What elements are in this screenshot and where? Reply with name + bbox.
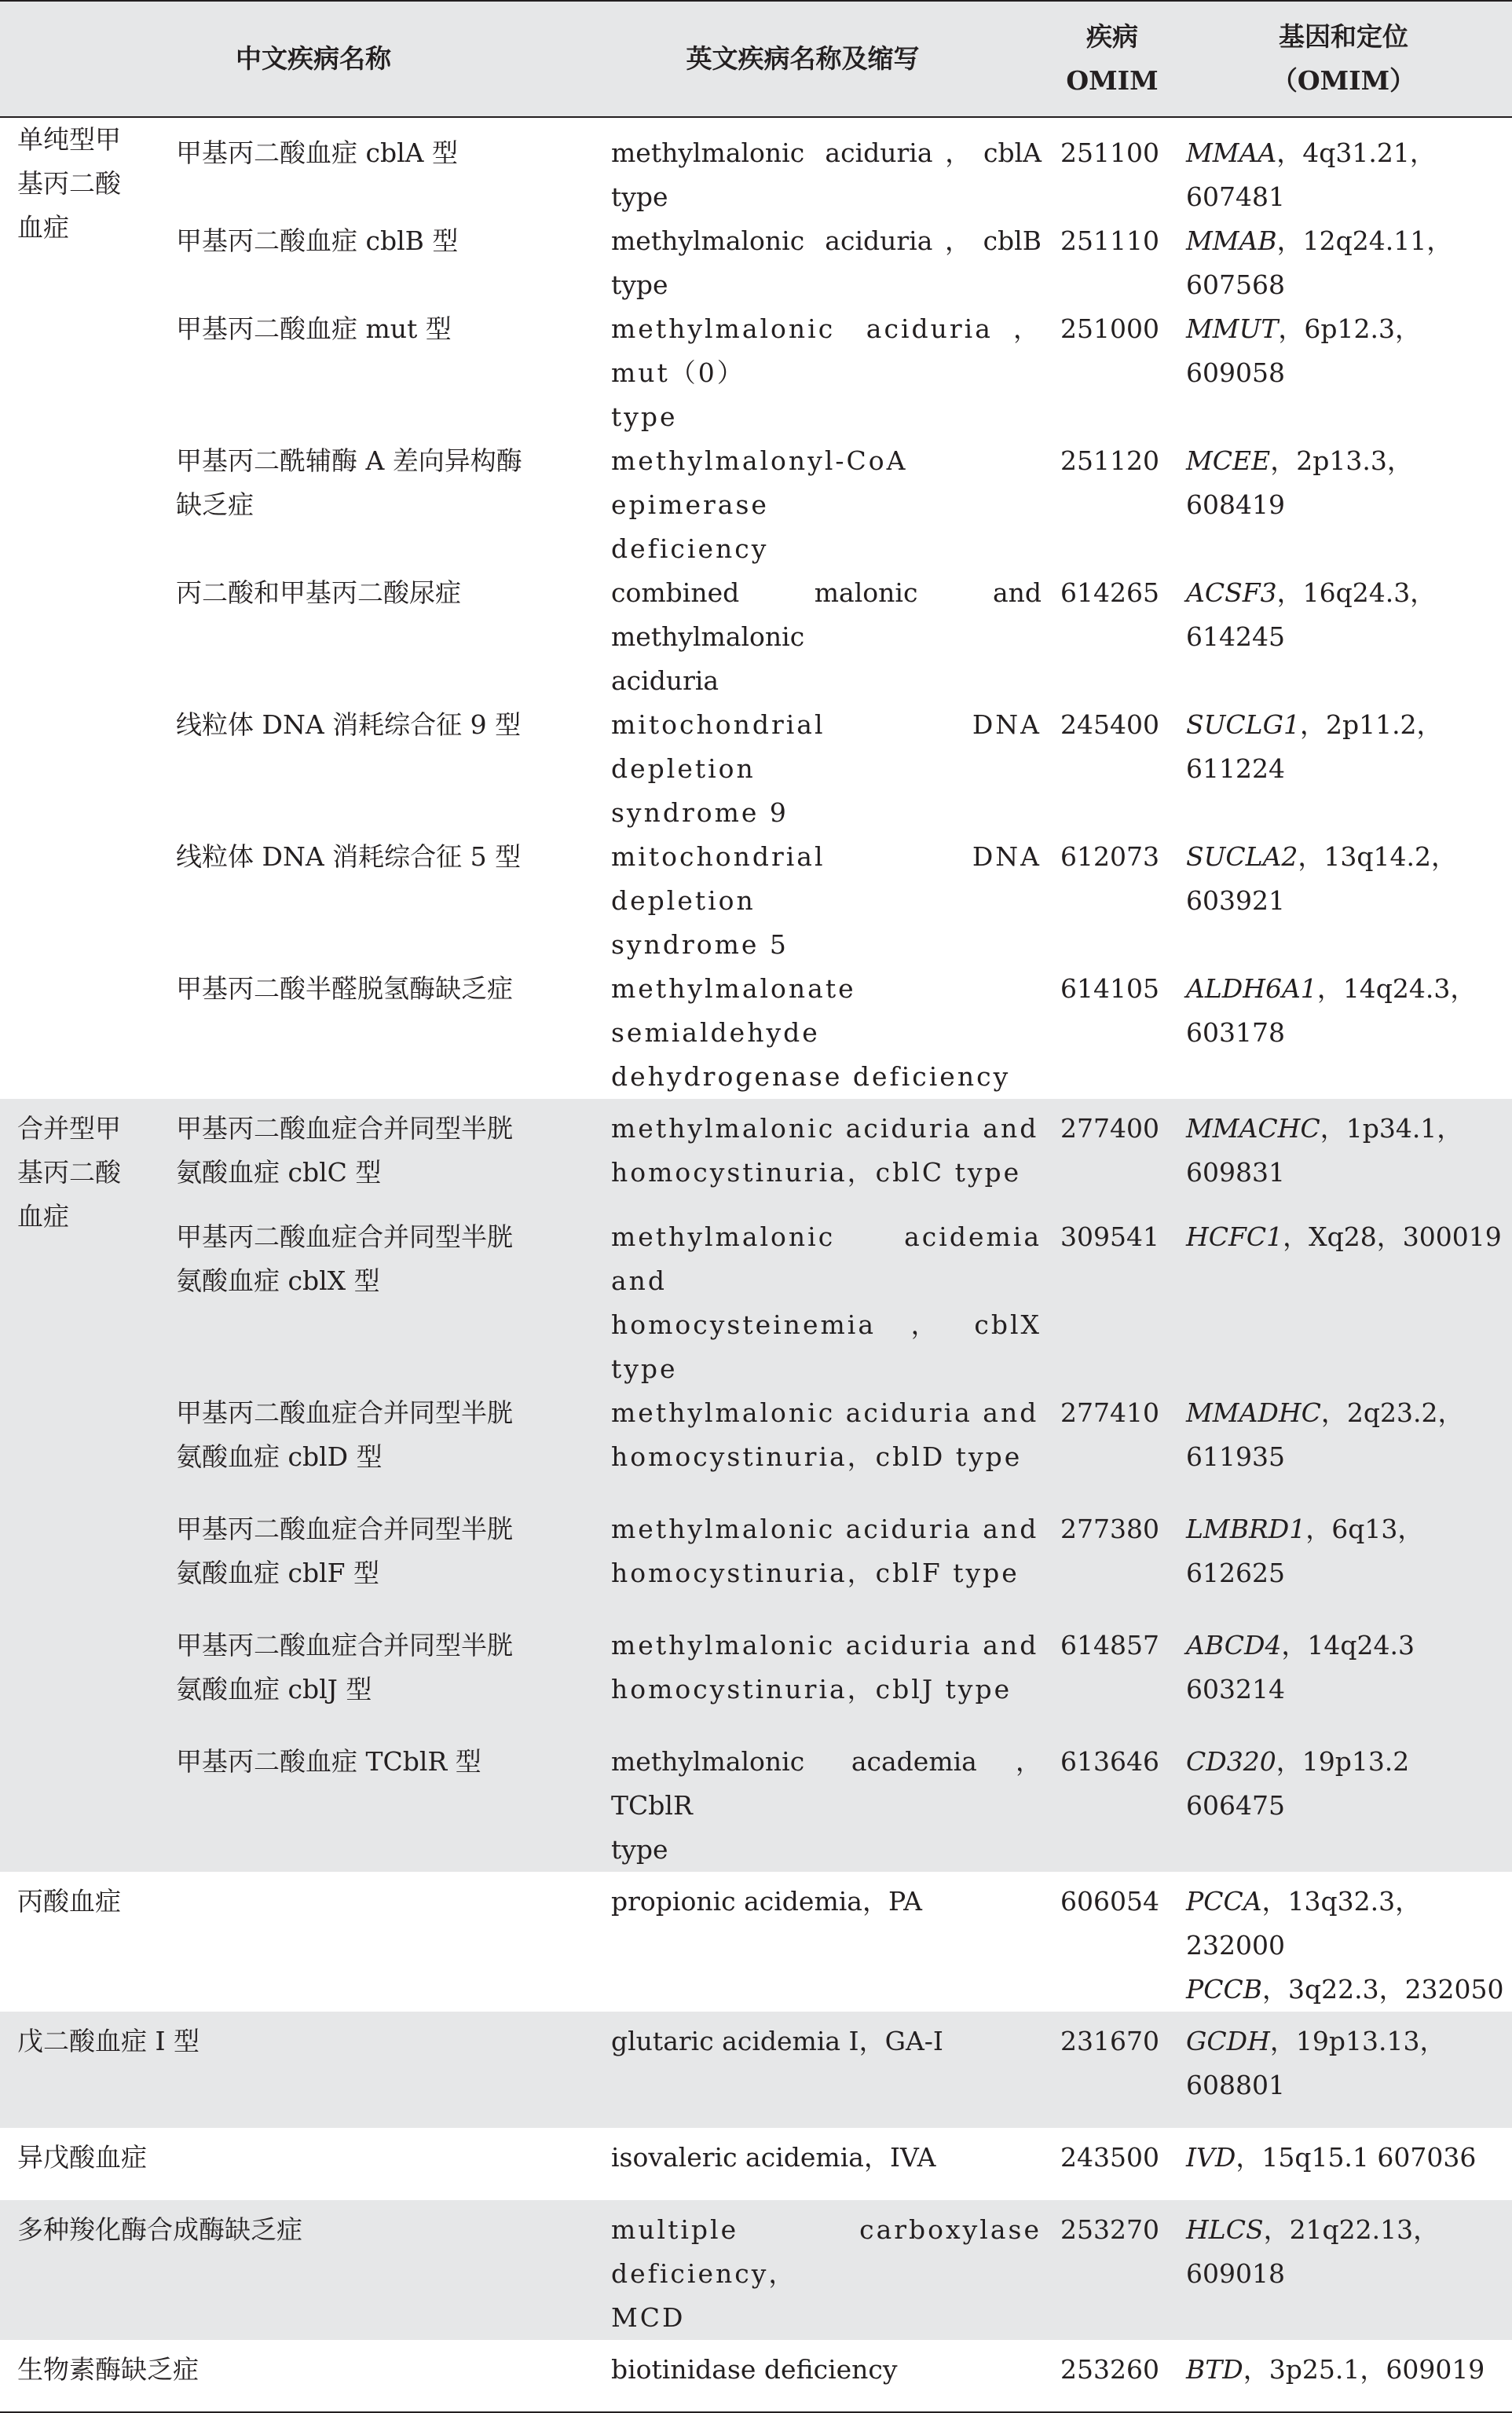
cn-name-cell: 线粒体 DNA 消耗综合征 5 型 [176,841,522,872]
table-row [0,1624,1512,1740]
gene-cell: MMAA，4q31.21，607481 [1186,137,1436,212]
cn-name-cell: 甲基丙二酸血症 cblA 型 [176,137,458,168]
cn-name-cell: 生物素酶缺乏症 [17,2354,199,2385]
omim-cell: 606054 [1060,1886,1159,1917]
cn-name-cell: 丙酸血症 [17,1886,121,1917]
omim-cell: 251110 [1060,225,1159,256]
table-row [0,117,1512,219]
omim-cell: 612073 [1060,841,1159,872]
header-gene-line1: 基因和定位 [1279,21,1408,52]
gene-cell: CD320，19p13.2 606475 [1186,1746,1410,1821]
en-name-cell: methylmalonic aciduria and homocystinuria，cblF type [611,1514,1039,1588]
omim-cell: 251120 [1060,445,1159,476]
en-name-cell: methylmalonic aciduria，cblA type [611,137,1042,212]
cn-name-cell: 甲基丙二酸半醛脱氢酶缺乏症 [176,973,513,1004]
cn-name-cell: 异戊酸血症 [17,2142,147,2173]
table-row [0,571,1512,703]
gene-cell: ACSF3，16q24.3，614245 [1186,577,1437,652]
group-combined-mma: 合并型甲 基丙二酸 血症 [17,1113,121,1232]
gene-cell: ABCD4，14q24.3 603214 [1186,1630,1415,1704]
omim-cell: 253270 [1060,2214,1159,2245]
en-name-cell: methylmalonic acidemia and homocysteinemia，cblX type [611,1221,1042,1384]
gene-cell: BTD，3p25.1，609019 [1186,2354,1485,2385]
header-en-name: 英文疾病名称及缩写 [686,43,920,74]
cn-name-cell: 甲基丙二酸血症 cblB 型 [176,225,459,256]
omim-cell: 277380 [1060,1514,1159,1544]
cn-name-cell: 甲基丙二酰辅酶 A 差向异构酶 缺乏症 [176,445,522,520]
omim-cell: 251100 [1060,137,1159,168]
header-cn-name: 中文疾病名称 [236,43,391,74]
omim-cell: 614105 [1060,973,1159,1004]
gene-cell: HLCS，21q22.13，609018 [1186,2214,1440,2289]
en-name-cell: methylmalonic aciduria and homocystinuria，cblJ type [611,1630,1039,1704]
en-name-cell: propionic acidemia，PA [611,1886,922,1917]
header-omim [1049,1,1175,117]
cn-name-cell: 甲基丙二酸血症 mut 型 [176,313,452,344]
table-row [0,2340,1512,2412]
header-gene-line2: （OMIM） [1271,65,1416,96]
gene-cell: MMADHC，2q23.2， 611935 [1186,1397,1464,1472]
gene-cell: ALDH6A1，14q24.3， 603178 [1186,973,1477,1048]
gene-cell: PCCA，13q32.3，232000 PCCB，3q22.3，232050 [1186,1886,1504,2005]
en-name-cell: methylmalonic aciduria and homocystinuria，cblC type [611,1113,1039,1188]
en-name-cell: mitochondrial DNA depletion syndrome 9 [611,709,1042,828]
cn-name-cell: 多种羧化酶合成酶缺乏症 [17,2214,302,2245]
omim-cell: 614265 [1060,577,1159,608]
table-row [0,1740,1512,1872]
table-row [0,307,1512,439]
omim-cell: 251000 [1060,313,1159,344]
header-omim-line1: 疾病 [1086,21,1138,52]
en-name-cell: isovaleric acidemia，IVA [611,2142,936,2173]
cn-name-cell: 丙二酸和甲基丙二酸尿症 [176,577,461,608]
gene-cell: MCEE，2p13.3，608419 [1186,445,1413,520]
table-row [0,1099,1512,1215]
en-name-cell: glutaric acidemia Ⅰ，GA-Ⅰ [611,2026,943,2056]
cn-name-cell: 戊二酸血症 Ⅰ 型 [17,2026,200,2056]
cn-name-cell: 甲基丙二酸血症 TCblR 型 [176,1746,481,1777]
gene-cell: MMUT，6p12.3，609058 [1186,313,1422,388]
cn-name-cell: 甲基丙二酸血症合并同型半胱 氨酸血症 cblX 型 [176,1221,513,1296]
omim-cell: 613646 [1060,1746,1159,1777]
omim-cell: 243500 [1060,2142,1159,2173]
table-row [0,2128,1512,2200]
en-name-cell: methylmalonic aciduria and homocystinuria，cblD type [611,1397,1039,1472]
gene-cell: GCDH，19p13.13， 608801 [1186,2026,1446,2100]
cn-name-cell: 线粒体 DNA 消耗综合征 9 型 [176,709,522,740]
en-name-cell: methylmalonate semialdehyde dehydrogenase deficiency [611,973,1011,1092]
table-row [0,703,1512,835]
en-name-cell: methylmalonic aciduria，cblB type [611,225,1042,300]
gene-cell: HCFC1，Xq28，300019 [1186,1221,1502,1252]
table-row [0,1215,1512,1391]
en-name-cell: mitochondrial DNA depletion syndrome 5 [611,841,1042,960]
gene-cell: MMACHC，1p34.1， 609831 [1186,1113,1463,1188]
omim-cell: 231670 [1060,2026,1159,2056]
cn-name-cell: 甲基丙二酸血症合并同型半胱 氨酸血症 cblD 型 [176,1397,513,1472]
gene-cell: IVD，15q15.1 607036 [1186,2142,1477,2173]
en-name-cell: methylmalonyl-CoA epimerase deficiency [611,445,908,564]
table-row [0,2012,1512,2128]
gene-cell: LMBRD1，6q13，612625 [1186,1514,1424,1588]
en-name-cell: methylmalonic academia，TCblR type [611,1746,1042,1865]
table-row [0,835,1512,967]
table-row [0,439,1512,571]
header-omim-line2: OMIM [1066,65,1159,96]
table-row [0,967,1512,1099]
table-row [0,1391,1512,1507]
table-row [0,1507,1512,1624]
omim-cell: 253260 [1060,2354,1159,2385]
header-gene [1175,1,1512,117]
cn-name-cell: 甲基丙二酸血症合并同型半胱 氨酸血症 cblF 型 [176,1514,513,1588]
group-isolated-mma: 单纯型甲 基丙二酸 血症 [17,124,121,243]
omim-cell: 309541 [1060,1221,1159,1252]
gene-cell: MMAB，12q24.11，607568 [1186,225,1453,300]
header-row [0,1,1512,117]
table-row [0,1872,1512,2012]
omim-cell: 245400 [1060,709,1159,740]
en-name-cell: combined malonic and methylmalonic aciduria [611,577,1042,696]
gene-cell: SUCLA2，13q14.2，603921 [1186,841,1458,916]
omim-cell: 614857 [1060,1630,1159,1661]
cn-name-cell: 甲基丙二酸血症合并同型半胱 氨酸血症 cblJ 型 [176,1630,513,1704]
omim-cell: 277400 [1060,1113,1159,1144]
cn-name-cell: 甲基丙二酸血症合并同型半胱 氨酸血症 cblC 型 [176,1113,513,1188]
omim-cell: 277410 [1060,1397,1159,1428]
table-row [0,2200,1512,2340]
en-name-cell: multiple carboxylase deficiency， MCD [611,2214,1042,2333]
en-name-cell: methylmalonic aciduria，mut（0） type [611,313,1042,432]
table-row [0,219,1512,307]
en-name-cell: biotinidase deficiency [611,2354,898,2385]
gene-cell: SUCLG1，2p11.2，611224 [1186,709,1443,784]
